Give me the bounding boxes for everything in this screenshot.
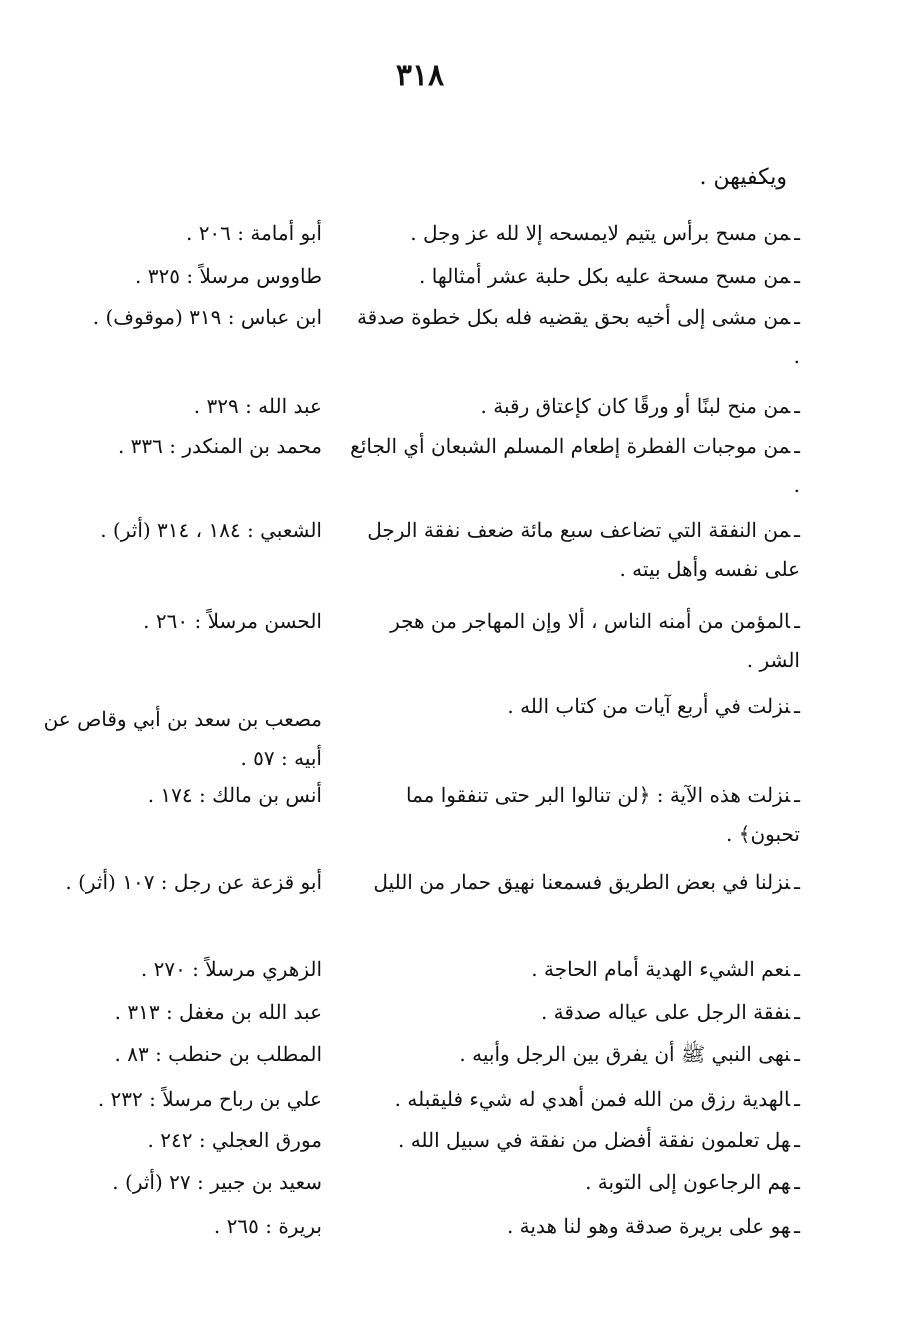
entry-source: علي بن رباح مرسلاً : ٢٣٢ .: [97, 1087, 322, 1111]
entry-source: الشعبي : ١٨٤ ، ٣١٤ (أثر) .: [100, 518, 322, 542]
entry-text: ـالهدية رزق من الله فمن أهدي له شيء فليقبله .: [394, 1087, 800, 1111]
page-number: ٣١٨: [395, 58, 445, 93]
entry-text: ـمن مسح برأس يتيم لايمسحه إلا لله عز وجل .: [410, 221, 800, 245]
entry-text-content: الهدية رزق من الله فمن أهدي له شيء فليقبله .: [394, 1087, 791, 1111]
entry-source: ابن عباس : ٣١٩ (موقوف) .: [92, 305, 322, 329]
entry-text-content: نهى النبي ﷺ أن يفرق بين الرجل وأبيه .: [459, 1042, 791, 1066]
entry-text-content: من موجبات الفطرة إطعام المسلم الشبعان أي الجائع .: [350, 434, 800, 497]
entry-text: ـالمؤمن من أمنه الناس ، ألا وإن المهاجر من هجر الشر .: [390, 609, 800, 672]
entry-text-content: المؤمن من أمنه الناس ، ألا وإن المهاجر من هجر الشر .: [390, 609, 800, 672]
entry-text-content: هو على بريرة صدقة وهو لنا هدية .: [506, 1214, 791, 1238]
entry-text-content: نزلنا في بعض الطريق فسمعنا نهيق حمار من الليل: [373, 870, 791, 894]
entry-source: المطلب بن حنطب : ٨٣ .: [114, 1042, 322, 1066]
entry-text-content: نزلت هذه الآية : ﴿لن تنالوا البر حتى تنفقوا مما تحبون﴾ .: [406, 783, 800, 846]
entry-source: بريرة : ٢٦٥ .: [213, 1214, 322, 1238]
entry-text-content: من النفقة التي تضاعف سبع مائة ضعف نفقة الرجل على نفسه وأهل بيته .: [367, 518, 800, 581]
entry-text: ـنزلت هذه الآية : ﴿لن تنالوا البر حتى تنفقوا مما تحبون﴾ .: [406, 783, 800, 846]
intro-line: ويكفيهن .: [699, 165, 787, 190]
entry-source: أنس بن مالك : ١٧٤ .: [147, 783, 322, 807]
entry-text: ـنعم الشيء الهدية أمام الحاجة .: [531, 957, 800, 981]
entry-text-content: هم الرجاعون إلى التوبة .: [585, 1170, 791, 1194]
entry-text-content: نزلت في أربع آيات من كتاب الله .: [507, 694, 791, 718]
entry-text: ـهل تعلمون نفقة أفضل من نفقة في سبيل الله .: [397, 1128, 800, 1152]
entry-text: ـمن موجبات الفطرة إطعام المسلم الشبعان أي الجائع .: [350, 434, 800, 497]
entry-text-content: هل تعلمون نفقة أفضل من نفقة في سبيل الله .: [397, 1128, 791, 1152]
entry-text-content: من مشى إلى أخيه بحق يقضيه فله بكل خطوة صدقة .: [356, 305, 800, 368]
entry-text: ـمن مسح مسحة عليه بكل حلبة عشر أمثالها .: [419, 264, 800, 288]
entry-text-content: من مسح مسحة عليه بكل حلبة عشر أمثالها .: [419, 264, 791, 288]
entry-text: ـمن مشى إلى أخيه بحق يقضيه فله بكل خطوة صدقة .: [356, 305, 800, 368]
entry-text: ـمن منح لبنًا أو ورقًا كان كإعتاق رقبة .: [480, 394, 800, 418]
entry-source: طاووس مرسلاً : ٣٢٥ .: [135, 264, 322, 288]
entry-source: الحسن مرسلاً : ٢٦٠ .: [143, 609, 322, 633]
entry-source: أبو أمامة : ٢٠٦ .: [185, 221, 322, 245]
entry-source: سعيد بن جبير : ٢٧ (أثر) .: [112, 1170, 322, 1194]
entry-source: الزهري مرسلاً : ٢٧٠ .: [140, 957, 322, 981]
entry-text-content: نفقة الرجل على عياله صدقة .: [540, 1000, 791, 1024]
entry-source: مورق العجلي : ٢٤٢ .: [147, 1128, 322, 1152]
entry-text-content: من مسح برأس يتيم لايمسحه إلا لله عز وجل .: [410, 221, 791, 245]
entry-text: ـهو على بريرة صدقة وهو لنا هدية .: [506, 1214, 800, 1238]
entry-text: ـهم الرجاعون إلى التوبة .: [585, 1170, 800, 1194]
entry-source: عبد الله بن مغفل : ٣١٣ .: [114, 1000, 322, 1024]
entry-source: أبو قزعة عن رجل : ١٠٧ (أثر) .: [65, 870, 322, 894]
entry-text-content: نعم الشيء الهدية أمام الحاجة .: [531, 957, 791, 981]
entry-source: محمد بن المنكدر : ٣٣٦ .: [117, 434, 322, 458]
entry-source: عبد الله : ٣٢٩ .: [193, 394, 322, 418]
entry-text: ـنهى النبي ﷺ أن يفرق بين الرجل وأبيه .: [459, 1042, 800, 1066]
entry-text: ـنزلنا في بعض الطريق فسمعنا نهيق حمار من الليل: [373, 870, 800, 894]
entry-source: مصعب بن سعد بن أبي وقاص عن أبيه : ٥٧ .: [43, 707, 322, 770]
entry-text: ـمن النفقة التي تضاعف سبع مائة ضعف نفقة الرجل على نفسه وأهل بيته .: [367, 518, 800, 581]
entry-text-content: من منح لبنًا أو ورقًا كان كإعتاق رقبة .: [480, 394, 791, 418]
entry-text: ـنزلت في أربع آيات من كتاب الله .: [507, 694, 800, 718]
entry-text: ـنفقة الرجل على عياله صدقة .: [540, 1000, 800, 1024]
